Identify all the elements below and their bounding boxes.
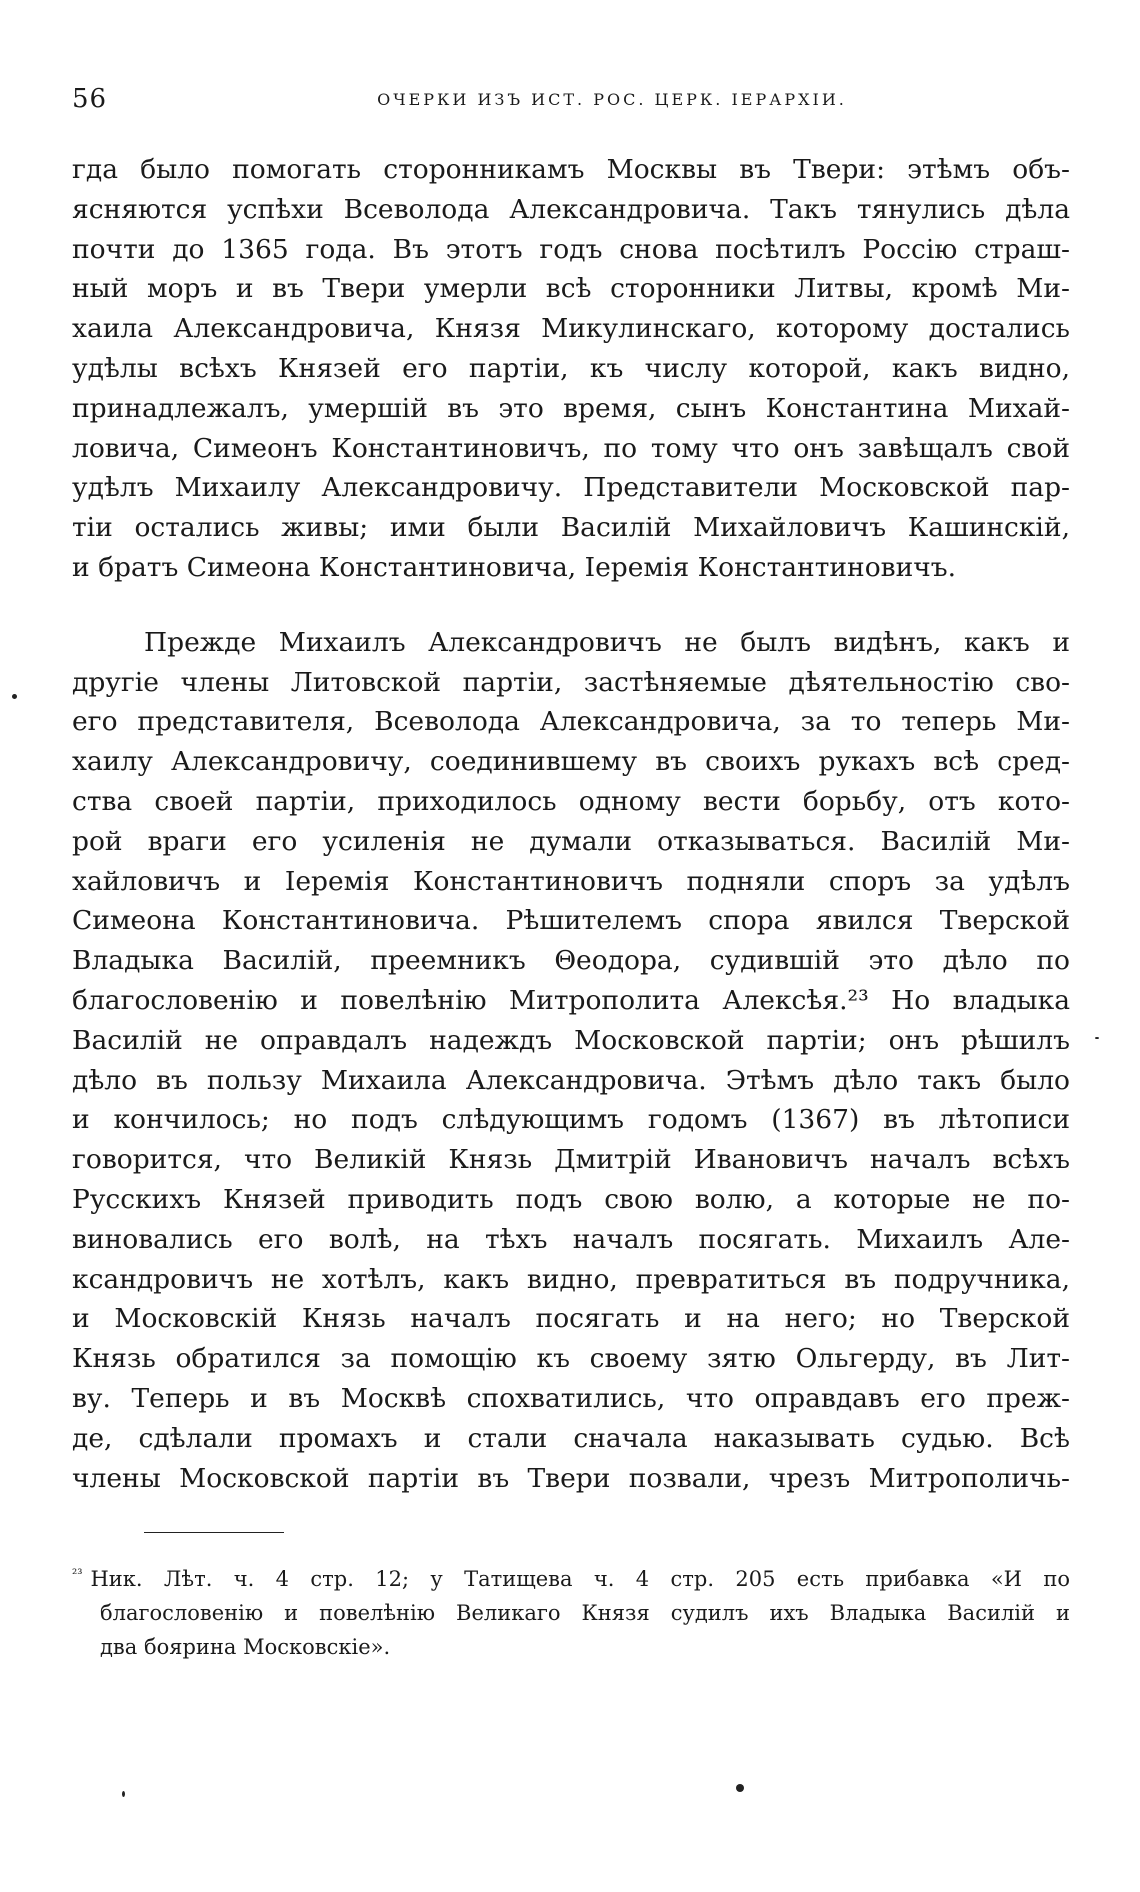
scan-speck: [736, 1784, 744, 1792]
text-line: хайловичъ и Іеремія Константиновичъ подняли споръ за удѣлъ: [72, 865, 1070, 897]
scan-speck: [12, 694, 17, 699]
text-line: Владыка Василій, преемникъ Θеодора, судившій это дѣло по: [72, 945, 1070, 977]
text-line: тіи остались живы; ими были Василій Михайловичъ Кашинскій,: [72, 512, 1070, 544]
text-line: хаила Александровича, Князя Микулинскаго, которому достались: [72, 313, 1070, 345]
text-line: его представителя, Всеволода Александровича, за то теперь Ми-: [72, 706, 1070, 738]
text-line: и братъ Симеона Константиновича, Іеремія Константиновичъ.: [72, 551, 957, 583]
text-line: говорится, что Великій Князь Дмитрій Ивановичъ началъ всѣхъ: [72, 1144, 1070, 1176]
text-line: ловича, Симеонъ Константиновичъ, по тому что онъ завѣщалъ свой: [72, 432, 1070, 464]
text-line: принадлежалъ, умершій въ это время, сынъ Константина Михай-: [72, 392, 1070, 424]
text-line: ву. Теперь и въ Москвѣ спохватились, что оправдавъ его преж-: [72, 1382, 1070, 1414]
running-head: ОЧЕРКИ ИЗЪ ИСТ. РОС. ЦЕРК. ІЕРАРХІИ.: [377, 90, 847, 109]
text-line: рой враги его усиленія не думали отказываться. Василій Ми-: [72, 825, 1070, 857]
text-line: Князь обратился за помощію къ своему зятю Ольгерду, въ Лит-: [72, 1343, 1070, 1375]
text-line: де, сдѣлали промахъ и стали сначала наказывать судью. Всѣ: [72, 1422, 1070, 1454]
body-text: [72, 150, 1070, 1498]
paragraph: [72, 150, 1070, 588]
text-line: и кончилось; но подъ слѣдующимъ годомъ (1367) въ лѣтописи: [72, 1104, 1070, 1136]
footnote-marker: ²³: [72, 1567, 83, 1582]
text-line: Василій не оправдалъ надеждъ Московской партіи; онъ рѣшилъ: [72, 1024, 1070, 1056]
footnotes: [72, 1562, 1070, 1664]
footnote-line: [72, 1562, 1070, 1596]
text-line: гда было помогать сторонникамъ Москвы въ Твери: этѣмъ объ-: [72, 154, 1070, 185]
scan-speck: [1095, 1037, 1099, 1039]
footnote-line: благословенію и повелѣнію Великаго Князя судилъ ихъ Владыка Василій и: [100, 1601, 1070, 1625]
text-line: и Московскій Князь началъ посягать и на него; но Тверской: [72, 1303, 1070, 1335]
text-line: ный моръ и въ Твери умерли всѣ сторонники Литвы, кромѣ Ми-: [72, 273, 1070, 305]
text-line: виновались его волѣ, на тѣхъ началъ посягать. Михаилъ Але-: [72, 1223, 1070, 1255]
text-line: дѣло въ пользу Михаила Александровича. Этѣмъ дѣло такъ было: [72, 1064, 1070, 1096]
text-line: удѣлы всѣхъ Князей его партіи, къ числу которой, какъ видно,: [72, 352, 1070, 384]
text-line: благословенію и повелѣнію Митрополита Алексѣя.²³ Но владыка: [72, 984, 1070, 1016]
text-line: ства своей партіи, приходилось одному вести борьбу, отъ кото-: [72, 785, 1070, 817]
page-number: 56: [72, 84, 108, 114]
text-line: удѣлъ Михаилу Александровичу. Представители Московской пар-: [72, 472, 1070, 504]
text-line: Симеона Константиновича. Рѣшителемъ спора явился Тверской: [72, 905, 1070, 937]
scan-speck: [122, 1791, 125, 1797]
paragraph: [72, 623, 1070, 1499]
text-line: члены Московской партіи въ Твери позвали, чрезъ Митрополичь-: [72, 1462, 1070, 1494]
footnote-text: Ник. Лѣт. ч. 4 стр. 12; у Татищева ч. 4 стр. 205 есть прибавка «И по: [90, 1567, 1070, 1591]
text-line: хаилу Александровичу, соединившему въ своихъ рукахъ всѣ сред-: [72, 746, 1070, 778]
text-line: ксандровичъ не хотѣлъ, какъ видно, превратиться въ подручника,: [72, 1263, 1070, 1295]
text-line: почти до 1365 года. Въ этотъ годъ снова посѣтилъ Россію страш-: [72, 233, 1070, 265]
footnote-divider: [144, 1532, 284, 1533]
text-line: другіе члены Литовской партіи, застѣняемые дѣятельностію сво-: [72, 666, 1070, 698]
paragraph-gap: [72, 588, 1070, 623]
text-line: Русскихъ Князей приводить подъ свою волю, а которые не по-: [72, 1183, 1070, 1215]
page-header: [72, 84, 1072, 124]
text-line: ясняются успѣхи Всеволода Александровича. Такъ тянулись дѣла: [72, 193, 1070, 225]
footnote-line: два боярина Московскіе».: [100, 1635, 391, 1659]
text-line: Прежде Михаилъ Александровичъ не былъ видѣнъ, какъ и: [144, 626, 1070, 658]
